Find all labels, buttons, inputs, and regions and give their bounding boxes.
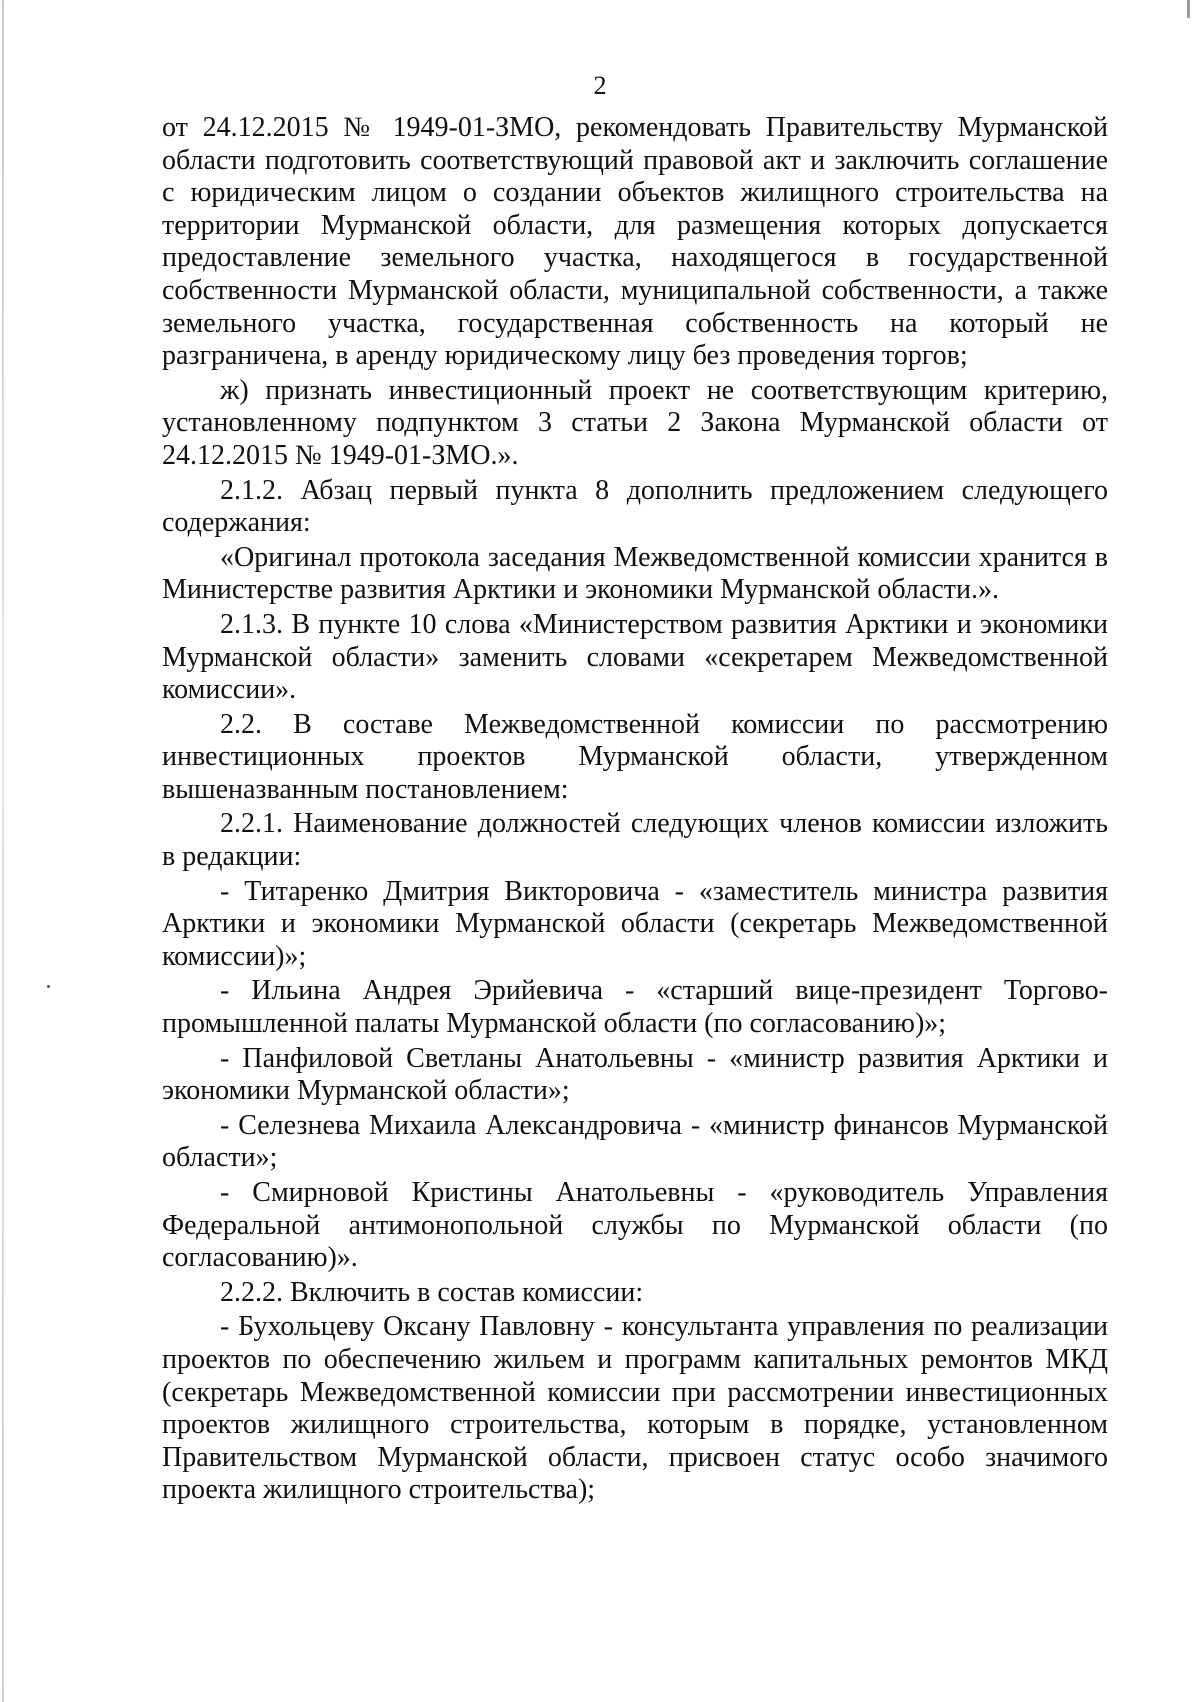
paragraph-2-1-2: 2.1.2. Абзац первый пункта 8 дополнить предложением следующего содержания: [162, 474, 1108, 539]
page-number: 2 [593, 71, 607, 100]
scan-speck [47, 985, 50, 988]
paragraph-subitem-zh: ж) признать инвестиционный проект не соответствующим критерию, установленному подпунктом 3 статьи 2 Закона Мурманской области от 24.12.2015 № 1949-01-ЗМО.». [162, 374, 1108, 471]
list-item-bukholtseva: - Бухольцеву Оксану Павловну - консультанта управления по реализации проектов по обеспечению жильем и программ капитальных ремонтов МКД (секретарь Межведомственной комиссии при рассмотрении инвестиционных проектов жилищного строительства, которым в порядке, установленном Правительством Мурманской области, присвоен статус особо значимого проекта жилищного строительства); [162, 1311, 1108, 1506]
paragraph-2-1-3: 2.1.3. В пункте 10 слова «Министерством развития Арктики и экономики Мурманской области» заменить словами «секретарем Межведомственной комиссии». [162, 608, 1108, 706]
document-body [162, 112, 1108, 1509]
scan-corner-mark [1187, 0, 1190, 18]
paragraph-2-2-2: 2.2.2. Включить в состав комиссии: [220, 1276, 644, 1308]
paragraph-2-2-1: 2.2.1. Наименование должностей следующих членов комиссии изложить в редакции: [162, 808, 1108, 873]
list-item-titarenko: - Титаренко Дмитрия Викторовича - «заместитель министра развития Арктики и экономики Мурманской области (секретарь Межведомственной комиссии)»; [162, 875, 1108, 972]
list-item-seleznev: - Селезнева Михаила Александровича - «министр финансов Мурманской области»; [162, 1109, 1108, 1174]
scan-edge-line [2, 0, 4, 1702]
paragraph-continuation: от 24.12.2015 № 1949-01-ЗМО, рекомендовать Правительству Мурманской области подготовить соответствующий правовой акт и заключить соглашение с юридическим лицом о создании объектов жилищного строительства на территории Мурманской области, для размещения которых допускается предоставление земельного участка, находящегося в государственной собственности Мурманской области, муниципальной собственности, а также земельного участка, государственная собственность на который не разграничена, в аренду юридическому лицу без проведения торгов; [162, 112, 1108, 372]
list-item-ilyin: - Ильина Андрея Эрийевича - «старший вице-президент Торгово-промышленной палаты Мурманской области (по согласованию)»; [162, 975, 1108, 1040]
paragraph-2-2: 2.2. В составе Межведомственной комиссии по рассмотрению инвестиционных проектов Мурманской области, утвержденном вышеназванным постановлением: [162, 708, 1108, 805]
list-item-panfilova: - Панфиловой Светланы Анатольевны - «министр развития Арктики и экономики Мурманской области»; [162, 1042, 1108, 1107]
list-item-smirnova: - Смирновой Кристины Анатольевны - «руководитель Управления Федеральной антимонопольной службы по Мурманской области (по согласованию)». [162, 1177, 1108, 1274]
paragraph-quote-original-protocol: «Оригинал протокола заседания Межведомственной комиссии хранится в Министерстве развития Арктики и экономики Мурманской области.». [162, 541, 1108, 606]
